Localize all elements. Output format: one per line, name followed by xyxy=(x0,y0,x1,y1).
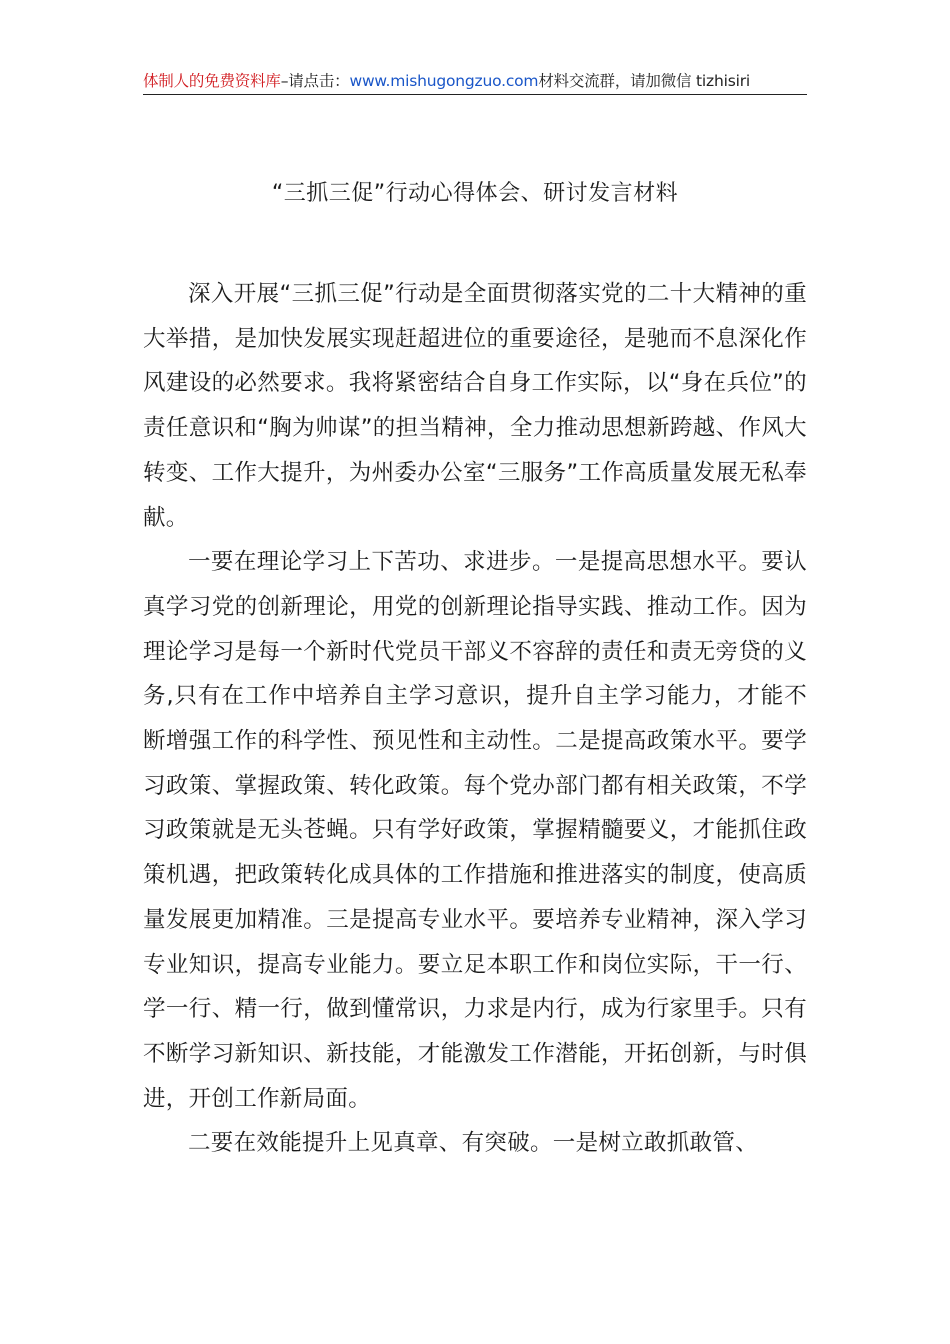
paragraph: 二要在效能提升上见真章、有突破。一是树立敢抓敢管、 xyxy=(188,1130,759,1157)
header-contact: 材料交流群，请加微信 tizhisiri xyxy=(538,72,750,90)
header-divider xyxy=(143,94,807,95)
header-link[interactable]: www.mishugongzuo.com xyxy=(349,72,539,90)
header-brand: 体制人的免费资料库 xyxy=(143,72,281,90)
paragraph: 一要在理论学习上下苦功、求进步。一是提高思想水平。要认真学习党的创新理论，用党的创新理论指导实践、推动工作。因为理论学习是每一个新时代党员干部义不容辞的责任和责无旁贷的义务,只有在工作中培养自主学习意识，提升自主学习能力，才能不断增强工作的科学性、预见性和主动性。二是提高政策水平。要学习政策、掌握政策、转化政策。每个党办部门都有相关政策，不学习政策就是无头苍蝇。只有学好政策，掌握精髓要义，才能抓住政策机遇，把政策转化成具体的工作措施和推进落实的制度，使高质量发展更加精准。三是提高专业水平。要培养专业精神，深入学习专业知识，提高专业能力。要立足本职工作和岗位实际，干一行、学一行、精一行，做到懂常识，力求是内行，成为行家里手。只有不断学习新知识、新技能，才能激发工作潜能，开拓创新，与时俱进，开创工作新局面。 xyxy=(143,549,807,1112)
document-title: “三抓三促”行动心得体会、研讨发言材料 xyxy=(271,181,679,206)
paragraph: 深入开展“三抓三促”行动是全面贯彻落实党的二十大精神的重大举措，是加快发展实现赶超进位的重要途径，是驰而不息深化作风建设的必然要求。我将紧密结合自身工作实际，以“身在兵位”的责任意识和“胸为帅谋”的担当精神，全力推动思想新跨越、作风大转变、工作大提升，为州委办公室“三服务”工作高质量发展无私奉献。 xyxy=(143,281,807,531)
header-prompt: –请点击： xyxy=(280,72,350,90)
document-body xyxy=(143,272,807,1166)
page-header xyxy=(143,70,807,94)
